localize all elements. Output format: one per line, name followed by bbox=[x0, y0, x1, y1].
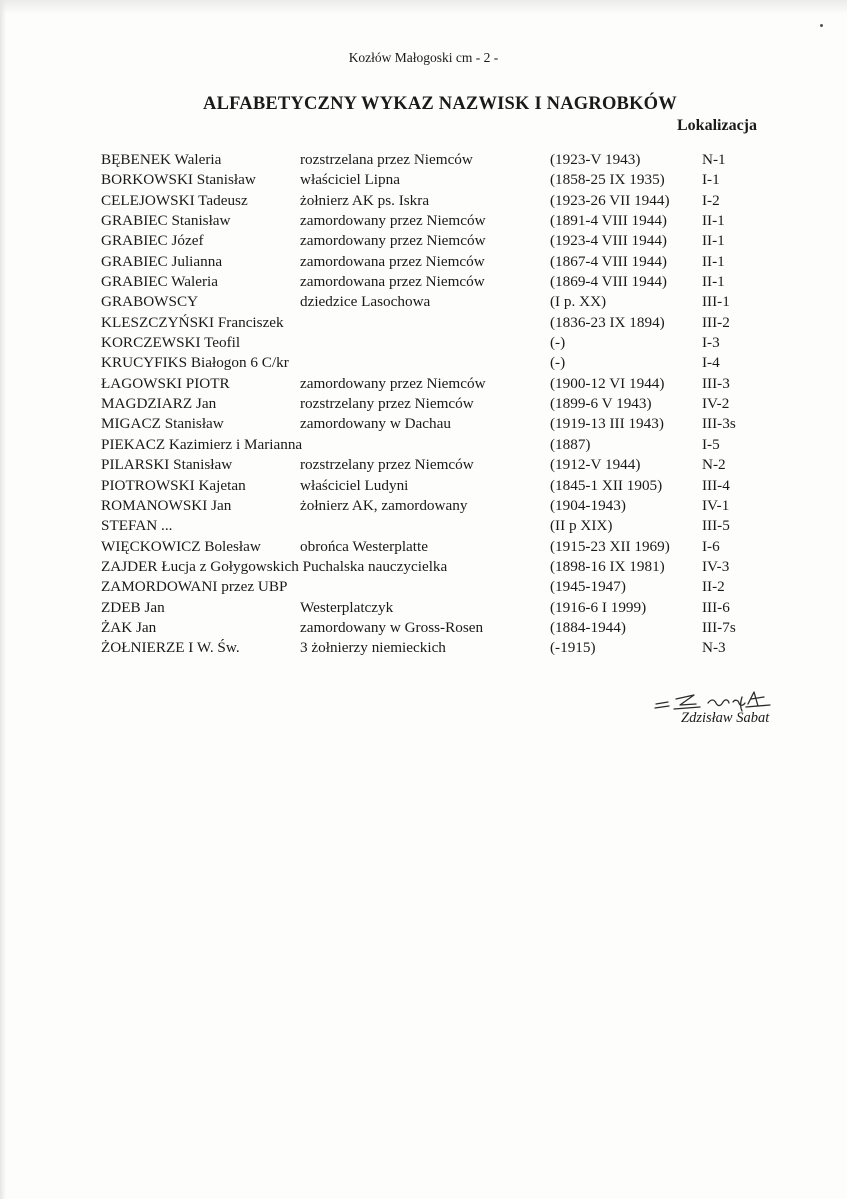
list-row bbox=[0, 374, 847, 394]
entry-dates: (1904-1943) bbox=[550, 496, 626, 514]
entry-dates: (1836-23 IX 1894) bbox=[550, 313, 665, 331]
entry-name: GRABIEC Józef bbox=[101, 232, 204, 250]
entry-dates: (-) bbox=[550, 354, 566, 372]
entry-description: rozstrzelany przez Niemców bbox=[300, 456, 474, 474]
entry-dates: (1869-4 VIII 1944) bbox=[550, 273, 667, 291]
list-row bbox=[0, 476, 847, 496]
entry-location: II-1 bbox=[702, 273, 725, 291]
entry-name: BORKOWSKI Stanisław bbox=[101, 171, 256, 189]
entry-dates: (II p XIX) bbox=[550, 517, 613, 535]
entry-description: właściciel Lipna bbox=[300, 171, 400, 189]
entry-description: rozstrzelana przez Niemców bbox=[300, 151, 473, 168]
entry-dates: (1912-V 1944) bbox=[550, 456, 641, 474]
entry-location: III-5 bbox=[702, 517, 730, 535]
entry-name: ŻAK Jan bbox=[101, 618, 157, 636]
entry-description: zamordowany przez Niemców bbox=[300, 212, 486, 230]
entry-name: GRABIEC Julianna bbox=[101, 252, 223, 270]
list-row bbox=[0, 191, 847, 211]
location-column-label: Lokalizacja bbox=[677, 117, 757, 134]
entry-description: zamordowany przez Niemców bbox=[300, 374, 486, 392]
entry-description: zamordowany w Gross-Rosen bbox=[300, 618, 484, 636]
entry-name: ROMANOWSKI Jan bbox=[101, 496, 232, 514]
list-row bbox=[0, 333, 847, 353]
entry-dates: (1923-26 VII 1944) bbox=[550, 191, 670, 209]
list-row bbox=[0, 537, 847, 557]
entry-name: ZAJDER Łucja z Gołygowskich Puchalska nauczycielka bbox=[101, 557, 448, 575]
entry-location: N-1 bbox=[702, 151, 726, 168]
entry-description: zamordowany przez Niemców bbox=[300, 232, 486, 250]
entry-description: Westerplatczyk bbox=[300, 598, 394, 616]
entry-description: zamordowana przez Niemców bbox=[300, 252, 485, 270]
signature-name: Zdzisław Sabat bbox=[681, 710, 770, 726]
entry-description: dziedzice Lasochowa bbox=[300, 293, 431, 311]
entry-description: właściciel Ludyni bbox=[300, 476, 409, 494]
entry-name: WIĘCKOWICZ Bolesław bbox=[101, 537, 261, 555]
entry-dates: (1919-13 III 1943) bbox=[550, 415, 664, 433]
list-row bbox=[0, 557, 847, 577]
entry-location: III-2 bbox=[702, 313, 730, 331]
entry-name: ZDEB Jan bbox=[101, 598, 165, 616]
entry-location: I-4 bbox=[702, 354, 720, 372]
entry-description: obrońca Westerplatte bbox=[300, 537, 428, 555]
entry-description: zamordowany w Dachau bbox=[300, 415, 451, 433]
entry-name: ŻOŁNIERZE I W. Św. bbox=[101, 639, 240, 657]
list-row bbox=[0, 414, 847, 434]
list-row bbox=[0, 496, 847, 516]
list-row bbox=[0, 516, 847, 536]
entry-name: GRABIEC Stanisław bbox=[101, 212, 231, 230]
entry-name: GRABOWSCY bbox=[101, 293, 199, 311]
entry-name: MAGDZIARZ Jan bbox=[101, 395, 217, 413]
entry-location: II-1 bbox=[702, 212, 725, 230]
entry-dates: (1923-4 VIII 1944) bbox=[550, 232, 667, 250]
entry-description: zamordowana przez Niemców bbox=[300, 273, 485, 291]
list-row bbox=[0, 638, 847, 658]
list-row bbox=[0, 211, 847, 231]
list-row bbox=[0, 150, 847, 170]
grave-list bbox=[0, 150, 847, 659]
entry-location: II-1 bbox=[702, 232, 725, 250]
entry-name: PIEKACZ Kazimierz i Marianna bbox=[101, 435, 303, 453]
entry-description: rozstrzelany przez Niemców bbox=[300, 395, 474, 413]
entry-name: PILARSKI Stanisław bbox=[101, 456, 233, 474]
entry-location: III-6 bbox=[702, 598, 730, 616]
list-row bbox=[0, 435, 847, 455]
list-row bbox=[0, 394, 847, 414]
entry-location: I-6 bbox=[702, 537, 720, 555]
entry-name: STEFAN ... bbox=[101, 517, 173, 535]
page-header: Kozłów Małogoski cm - 2 - bbox=[348, 50, 499, 65]
entry-dates: (1898-16 IX 1981) bbox=[550, 557, 665, 575]
entry-name: BĘBENEK Waleria bbox=[101, 151, 222, 168]
scan-edge-top bbox=[0, 0, 847, 14]
entry-location: IV-1 bbox=[702, 496, 730, 514]
entry-name: GRABIEC Waleria bbox=[101, 273, 219, 291]
list-row bbox=[0, 598, 847, 618]
entry-description: żołnierz AK ps. Iskra bbox=[300, 191, 430, 209]
entry-location: I-3 bbox=[702, 334, 720, 352]
entry-location: III-4 bbox=[702, 476, 730, 494]
entry-location: I-2 bbox=[702, 191, 720, 209]
entry-dates: (1884-1944) bbox=[550, 618, 626, 636]
entry-dates: (1845-1 XII 1905) bbox=[550, 476, 663, 494]
entry-dates: (1915-23 XII 1969) bbox=[550, 537, 670, 555]
list-row bbox=[0, 272, 847, 292]
scan-speck bbox=[820, 24, 823, 27]
entry-dates: (1858-25 IX 1935) bbox=[550, 171, 665, 189]
entry-location: III-3s bbox=[702, 415, 736, 433]
entry-location: III-1 bbox=[702, 293, 730, 311]
entry-dates: (1900-12 VI 1944) bbox=[550, 374, 665, 392]
entry-dates: (-) bbox=[550, 334, 566, 352]
list-row bbox=[0, 252, 847, 272]
entry-location: N-2 bbox=[702, 456, 726, 474]
entry-location: II-1 bbox=[702, 252, 725, 270]
entry-dates: (1891-4 VIII 1944) bbox=[550, 212, 667, 230]
entry-location: IV-2 bbox=[702, 395, 730, 413]
entry-dates: (1916-6 I 1999) bbox=[550, 598, 647, 616]
entry-dates: (1945-1947) bbox=[550, 578, 626, 596]
entry-location: III-3 bbox=[702, 374, 730, 392]
entry-location: N-3 bbox=[702, 639, 726, 657]
entry-name: PIOTROWSKI Kajetan bbox=[101, 476, 246, 494]
list-row bbox=[0, 618, 847, 638]
entry-name: KLESZCZYŃSKI Franciszek bbox=[101, 313, 284, 331]
entry-dates: (1899-6 V 1943) bbox=[550, 395, 652, 413]
list-row bbox=[0, 231, 847, 251]
entry-dates: (1923-V 1943) bbox=[550, 151, 641, 168]
entry-dates: (-1915) bbox=[550, 639, 596, 657]
entry-location: II-2 bbox=[702, 578, 725, 596]
entry-name: MIGACZ Stanisław bbox=[101, 415, 224, 433]
entry-location: I-5 bbox=[702, 435, 720, 453]
entry-name: KORCZEWSKI Teofil bbox=[101, 334, 241, 352]
entry-dates: (1887) bbox=[550, 435, 591, 453]
list-row bbox=[0, 170, 847, 190]
list-row bbox=[0, 353, 847, 373]
entry-description: 3 żołnierzy niemieckich bbox=[300, 639, 446, 657]
entry-name: CELEJOWSKI Tadeusz bbox=[101, 191, 248, 209]
entry-dates: (I p. XX) bbox=[550, 293, 607, 311]
entry-name: ZAMORDOWANI przez UBP bbox=[101, 578, 288, 596]
entry-dates: (1867-4 VIII 1944) bbox=[550, 252, 667, 270]
entry-name: ŁAGOWSKI PIOTR bbox=[101, 374, 230, 392]
entry-location: I-1 bbox=[702, 171, 720, 189]
page-title: ALFABETYCZNY WYKAZ NAZWISK I NAGROBKÓW bbox=[203, 94, 677, 114]
list-row bbox=[0, 577, 847, 597]
entry-location: III-7s bbox=[702, 618, 736, 636]
list-row bbox=[0, 313, 847, 333]
entry-description: żołnierz AK, zamordowany bbox=[300, 496, 468, 514]
entry-location: IV-3 bbox=[702, 557, 730, 575]
list-row bbox=[0, 292, 847, 312]
list-row bbox=[0, 455, 847, 475]
entry-name: KRUCYFIKS Białogon 6 C/kr bbox=[101, 354, 289, 372]
